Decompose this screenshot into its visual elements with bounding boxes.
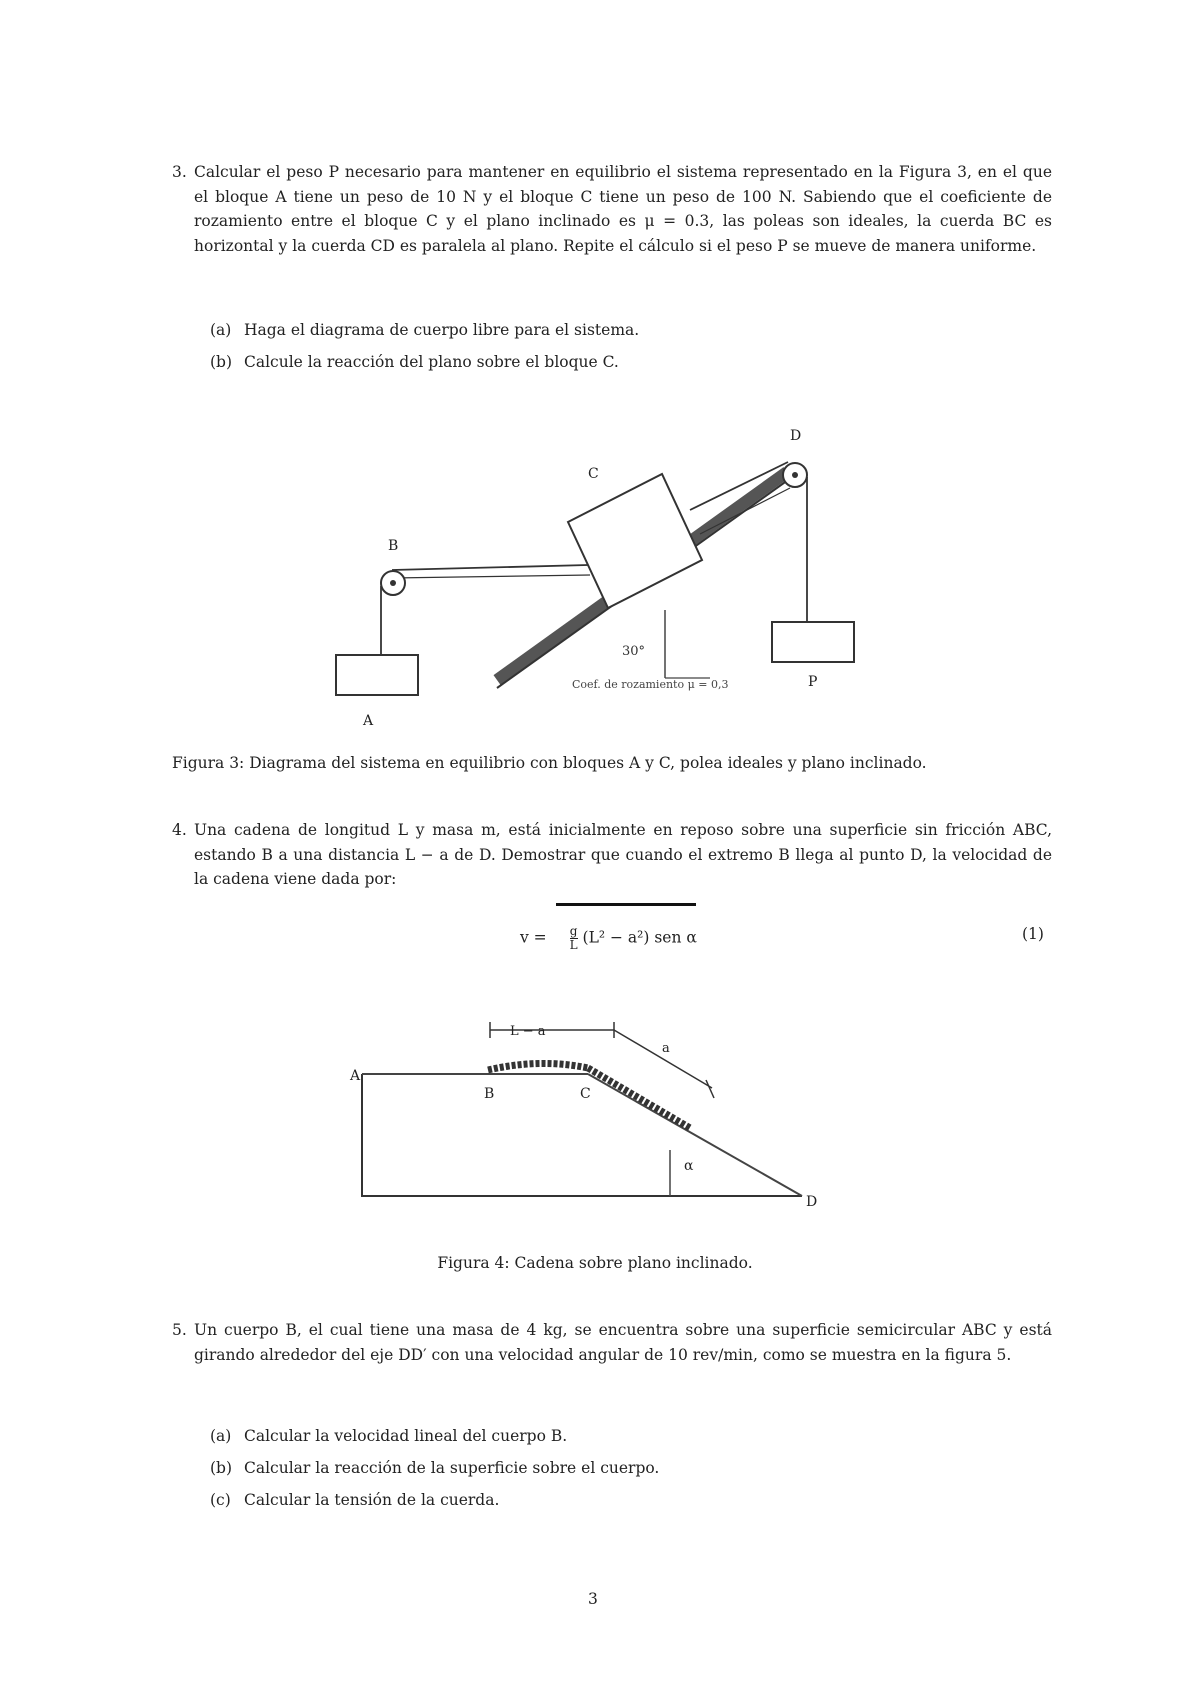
item-label: (a) xyxy=(210,1427,232,1445)
label-a: A xyxy=(363,713,374,729)
problem-5-item-b xyxy=(210,1456,659,1480)
page-number: 3 xyxy=(588,1590,598,1608)
item-label: (c) xyxy=(210,1491,231,1509)
problem-5-item-c xyxy=(210,1488,499,1512)
fraction-denominator: L xyxy=(569,938,578,952)
sqrt-remainder: (L² − a²) sen α xyxy=(582,928,697,947)
label-b: B xyxy=(388,538,399,554)
label-c: C xyxy=(580,1086,591,1102)
problem-number: 5. xyxy=(172,1321,187,1339)
label-d: D xyxy=(806,1194,818,1210)
label-a: A xyxy=(350,1068,361,1084)
item-label: (b) xyxy=(210,1459,233,1477)
problem-number: 3. xyxy=(172,163,187,181)
item-text: Calcule la reacción del plano sobre el bloque C. xyxy=(244,353,619,371)
label-d: D xyxy=(790,428,802,444)
item-text: Calcular la tensión de la cuerda. xyxy=(244,1491,500,1509)
equation-lhs: v = xyxy=(520,928,552,947)
problem-text: Una cadena de longitud L y masa m, está inicialmente en reposo sobre una superficie sin fricción ABC, estando B a una distancia L − a de D. Demostrar que cuando el extremo B llega al punto D, la velocidad de la cadena viene dada por: xyxy=(194,821,1052,888)
item-text: Calcular la reacción de la superficie sobre el cuerpo. xyxy=(244,1459,660,1477)
item-label: (a) xyxy=(210,321,232,339)
surface-label: Coef. de rozamiento μ = 0,3 xyxy=(572,678,729,691)
angle-label: 30° xyxy=(622,644,646,659)
equation-number: (1) xyxy=(1022,925,1044,943)
chain-slope xyxy=(588,1068,690,1128)
dimension-slope-tick xyxy=(706,1080,714,1098)
figure-4-caption: Figura 4: Cadena sobre plano inclinado. xyxy=(437,1254,753,1272)
angle-alpha-label: α xyxy=(684,1158,694,1174)
problem-text: Un cuerpo B, el cual tiene una masa de 4 kg, se encuentra sobre una superficie semicircular ABC y está girando alrededor del eje DD′ con una velocidad angular de 10 rev/min, como se muestra en la figura 5. xyxy=(194,1321,1052,1364)
label-c: C xyxy=(588,466,599,482)
label-b: B xyxy=(484,1086,495,1102)
label-p: P xyxy=(808,674,818,690)
dimension-top-label: L − a xyxy=(510,1024,546,1039)
item-label: (b) xyxy=(210,353,233,371)
problem-text: Calcular el peso P necesario para mantener en equilibrio el sistema representado en la Figura 3, en el que el bloque A tiene un peso de 10 N y el bloque C tiene un peso de 100 N. Sabiendo que el coeficiente de rozamiento entre el bloque C y el plano inclinado es μ = 0.3, las poleas son ideales, la cuerda BC es horizontal y la cuerda CD es paralela al plano. Repite el cálculo si el peso P se mueve de manera uniforme. xyxy=(194,163,1052,255)
chain-horizontal xyxy=(488,1063,588,1070)
problem-number: 4. xyxy=(172,821,187,839)
problem-5 xyxy=(172,1318,1052,1367)
figure-3-caption: Figura 3: Diagrama del sistema en equilibrio con bloques A y C, polea ideales y plano inclinado. xyxy=(172,754,927,772)
item-text: Haga el diagrama de cuerpo libre para el sistema. xyxy=(244,321,640,339)
slope-surface xyxy=(588,1074,802,1196)
dimension-slope-label: a xyxy=(662,1041,670,1056)
problem-5-item-a xyxy=(210,1424,567,1448)
item-text: Calcular la velocidad lineal del cuerpo B. xyxy=(244,1427,568,1445)
dimension-slope-line xyxy=(614,1030,712,1088)
fraction-numerator: g xyxy=(569,924,578,938)
